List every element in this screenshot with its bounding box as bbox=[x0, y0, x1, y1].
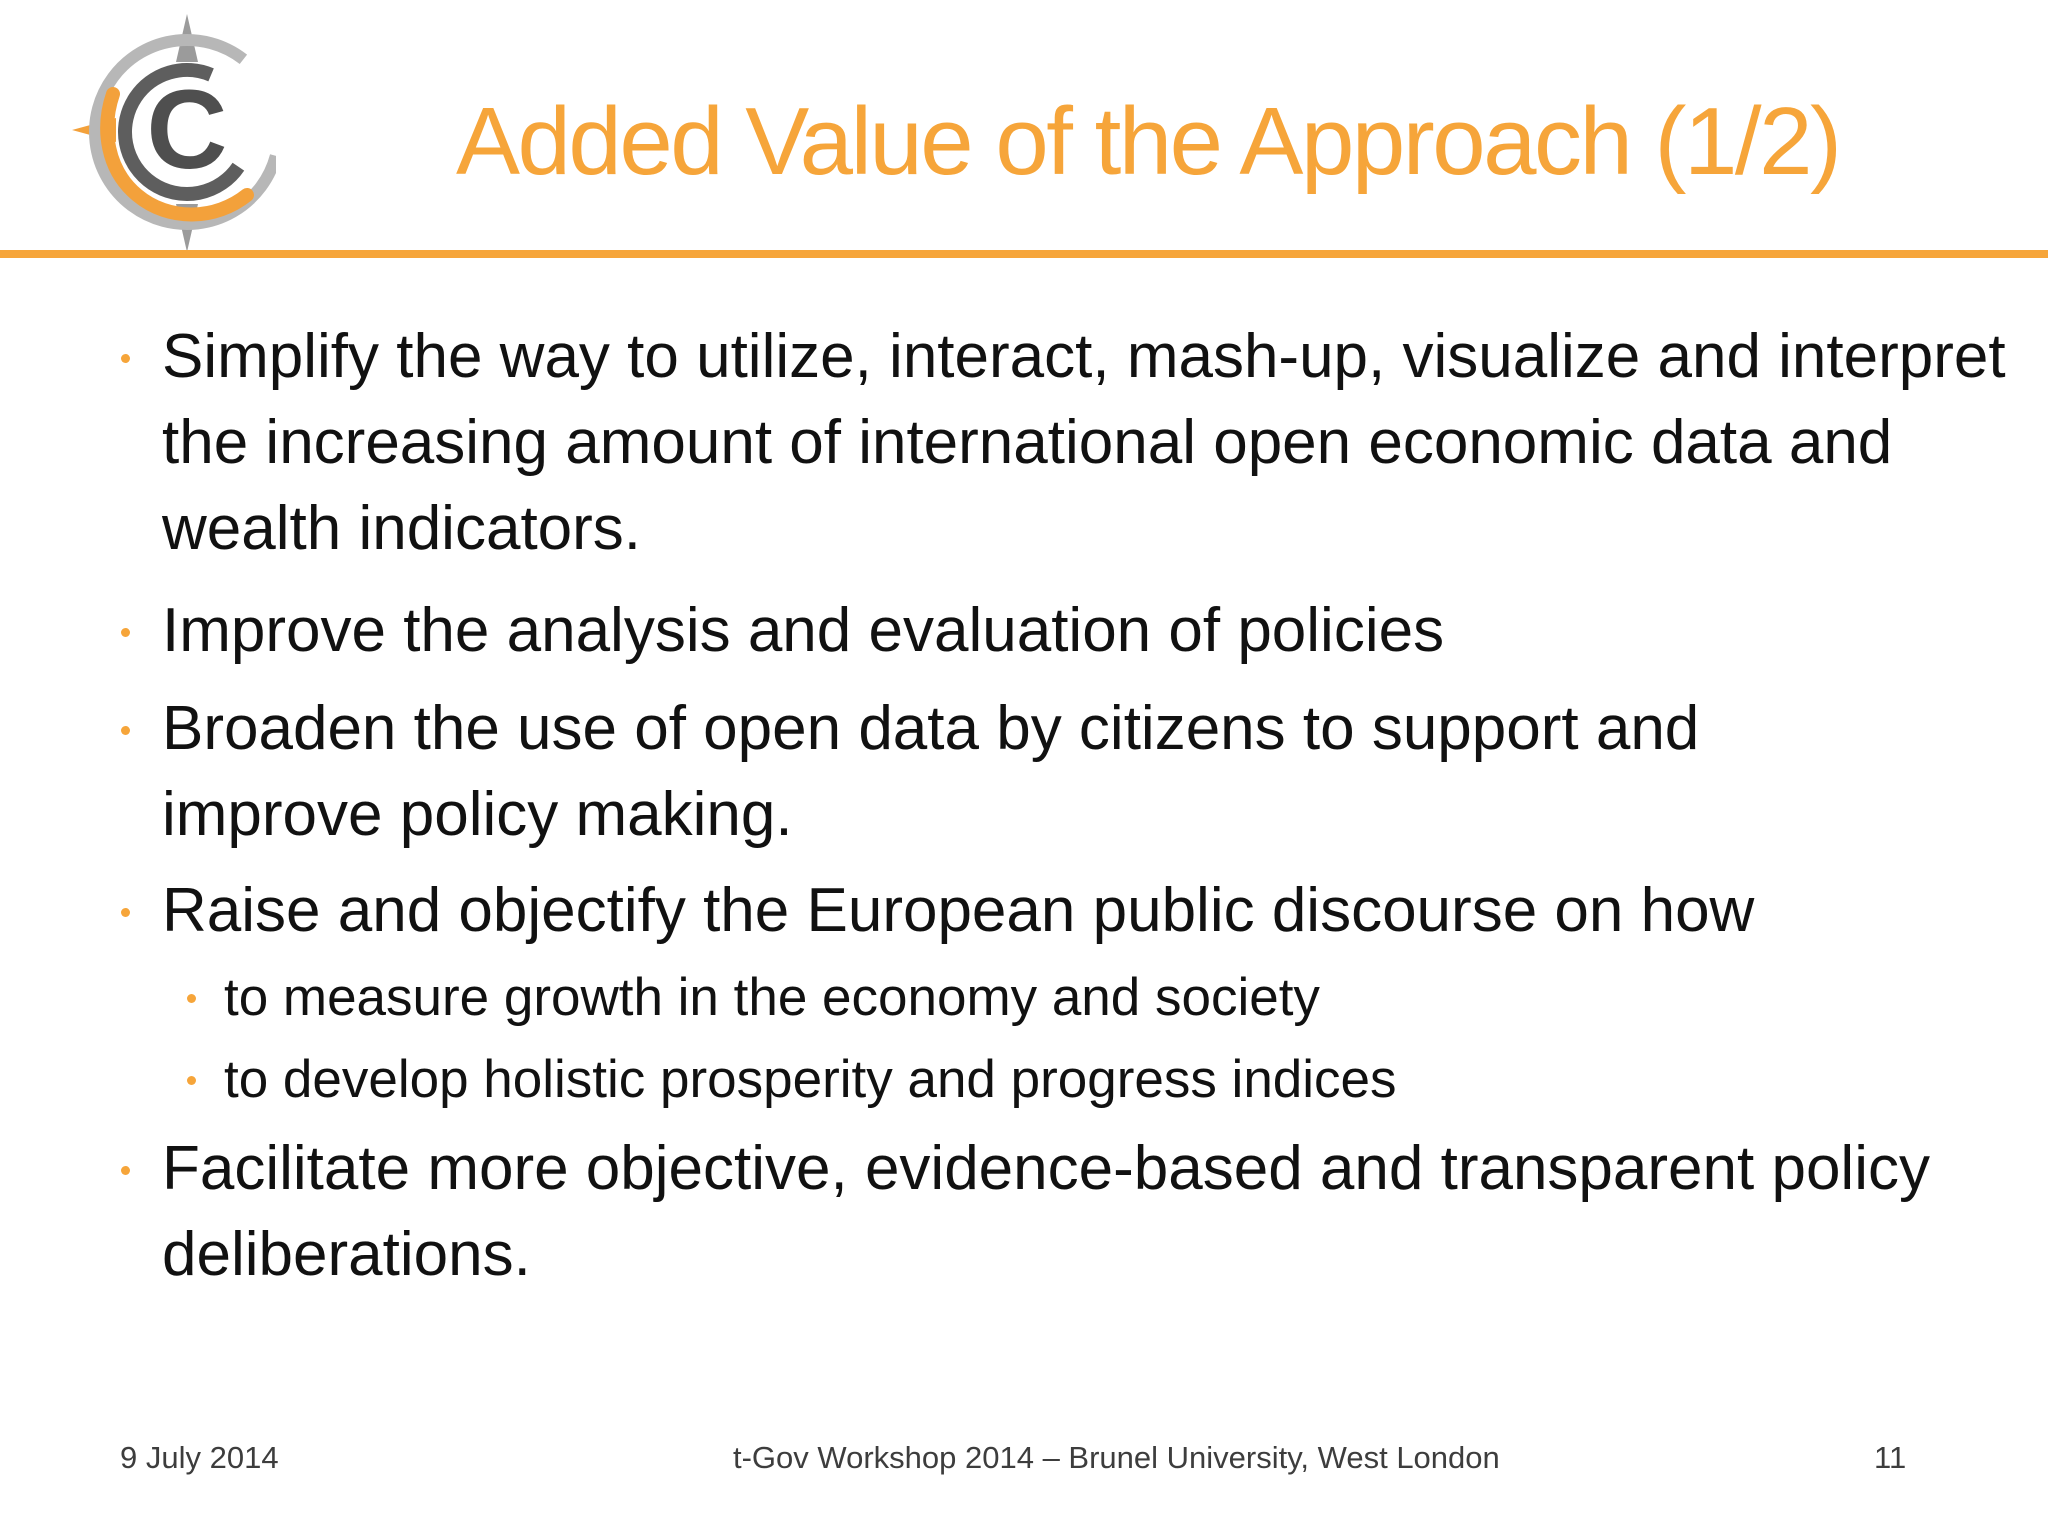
bullet-dot-icon bbox=[121, 628, 130, 637]
bullet-text: Improve the analysis and evaluation of policies bbox=[162, 596, 1445, 665]
slide-title: Added Value of the Approach (1/2) bbox=[456, 88, 1840, 195]
bullet-item bbox=[162, 868, 2042, 954]
footer-date: 9 July 2014 bbox=[120, 1440, 279, 1475]
bullet-text: Raise and objectify the European public discourse on how bbox=[162, 876, 1755, 945]
sub-bullet-text: to develop holistic prosperity and progress indices bbox=[224, 1050, 1397, 1109]
logo-letter: C bbox=[146, 67, 228, 192]
bullet-text: Simplify the way to utilize, interact, mash-up, visualize and interpret the increasing amount of international open economic data and wealth indicators. bbox=[162, 322, 2006, 563]
bullet-text: Broaden the use of open data by citizens to support and improve policy making. bbox=[162, 694, 1700, 849]
sub-bullet-dot-icon bbox=[187, 1076, 196, 1085]
bullet-item bbox=[162, 1126, 1942, 1298]
bullet-item bbox=[162, 686, 1922, 858]
bullet-item bbox=[162, 588, 2042, 674]
sub-bullet-dot-icon bbox=[187, 994, 196, 1003]
bullet-item bbox=[162, 314, 2042, 572]
sub-bullet-item bbox=[224, 957, 2048, 1039]
bullet-text: Facilitate more objective, evidence-based and transparent policy deliberations. bbox=[162, 1134, 1930, 1289]
sub-bullet-text: to measure growth in the economy and society bbox=[224, 968, 1320, 1027]
page-number: 11 bbox=[1874, 1440, 1907, 1475]
bullet-dot-icon bbox=[121, 354, 130, 363]
footer-event: t-Gov Workshop 2014 – Brunel University, West London bbox=[733, 1440, 1500, 1475]
bullet-dot-icon bbox=[121, 1166, 130, 1175]
bullet-dot-icon bbox=[121, 726, 130, 735]
bullet-dot-icon bbox=[121, 908, 130, 917]
sub-bullet-item bbox=[224, 1039, 2048, 1121]
